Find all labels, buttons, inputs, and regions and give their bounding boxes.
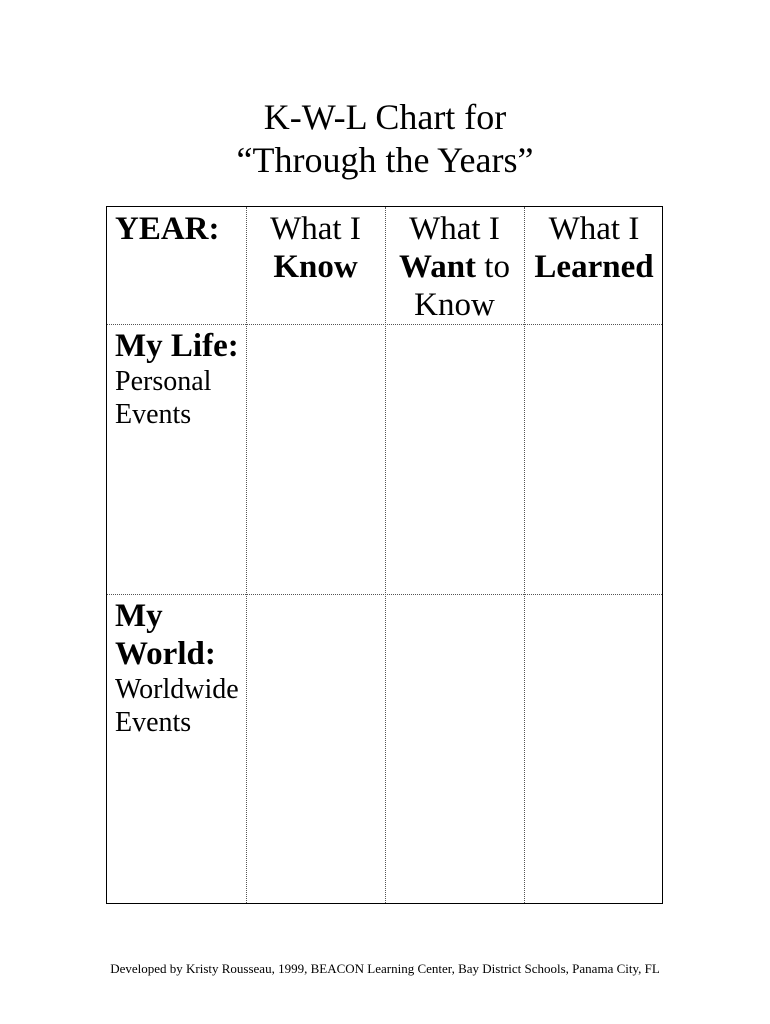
header-want-last: Know [414,287,495,323]
row-sub-events: Events [115,399,192,430]
cell-world-learned[interactable] [524,595,664,903]
header-learned-keyword: Learned [534,249,654,285]
row-label-my-life [107,325,246,594]
cell-world-know[interactable] [246,595,385,903]
page-title-line-1: K-W-L Chart for [263,97,507,137]
row-title-world: World: [115,636,216,672]
cell-life-want[interactable] [385,325,524,594]
kwl-chart-table [106,206,663,904]
row-label-my-world [107,595,246,903]
header-learned [524,207,664,324]
header-want-prefix: What I [409,211,500,247]
row-title-my-life: My Life: [115,328,239,364]
row-sub-personal: Personal [115,366,212,397]
header-learned-prefix: What I [548,211,640,247]
header-know-keyword: Know [273,249,358,285]
header-want-keyword: Want [399,249,477,285]
header-want [385,207,524,324]
cell-life-learned[interactable] [524,325,664,594]
row-sub-worldwide: Worldwide [115,674,239,705]
year-label: YEAR: [115,211,220,247]
header-know-prefix: What I [270,211,361,247]
header-know [246,207,385,324]
row-title-my: My [115,598,163,634]
row-sub-events: Events [115,707,192,738]
header-want-suffix: to [476,249,510,285]
cell-world-want[interactable] [385,595,524,903]
cell-life-know[interactable] [246,325,385,594]
footer-credit: Developed by Kristy Rousseau, 1999, BEACON Learning Center, Bay District Schools, Panama City, FL [110,961,660,976]
page-title-line-2: “Through the Years” [236,140,534,180]
